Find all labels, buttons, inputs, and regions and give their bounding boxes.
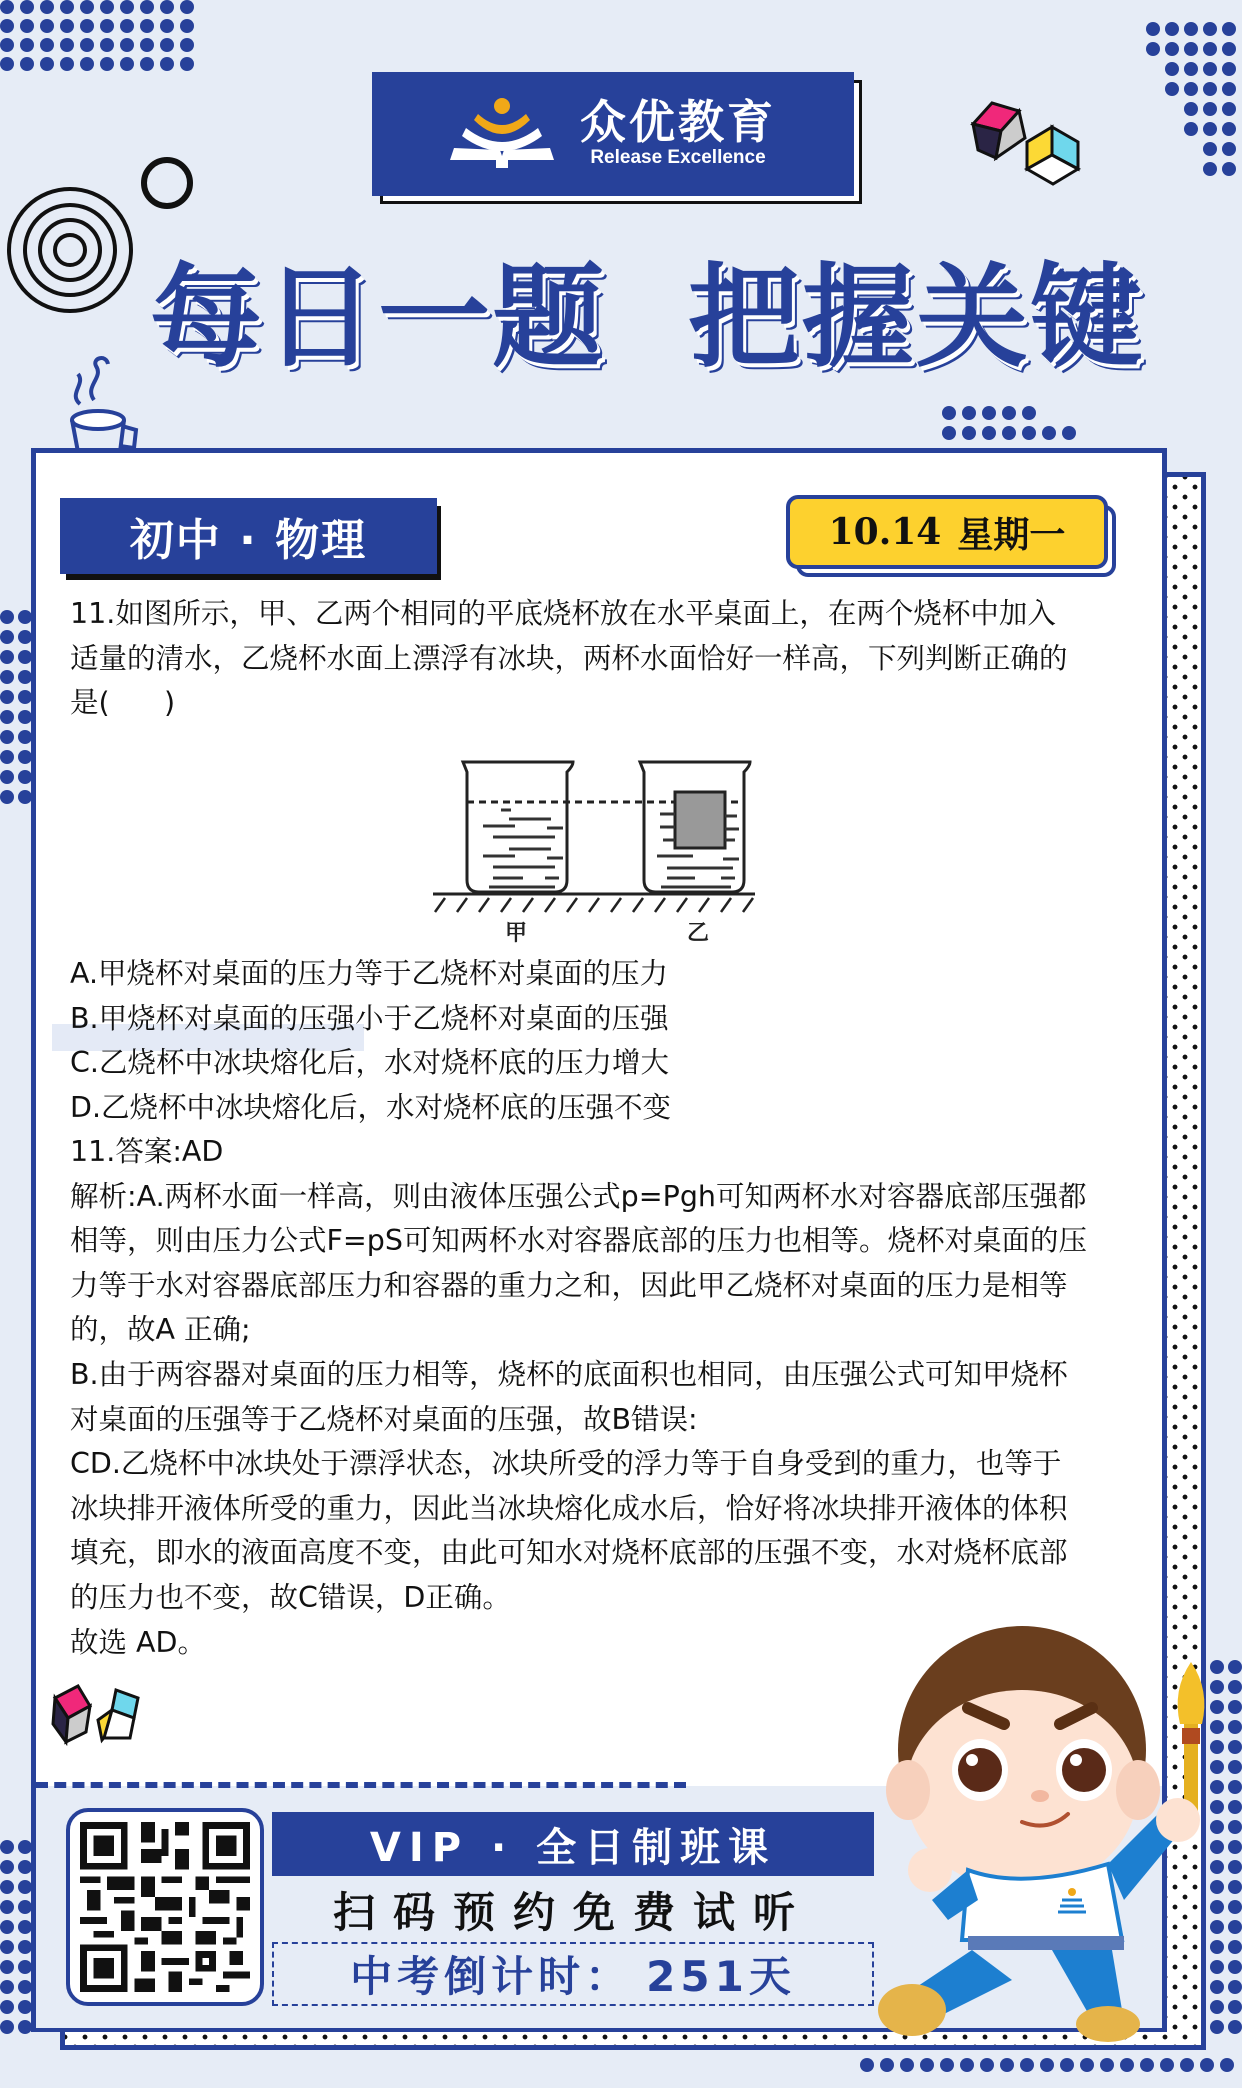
answer-analysis bbox=[70, 1130, 1087, 1665]
final-answer: 故选 AD。 bbox=[70, 1625, 207, 1659]
analysis-line: 对桌面的压强等于乙烧杯对桌面的压强，故B错误: bbox=[70, 1402, 698, 1436]
coffee-cup-icon bbox=[58, 352, 148, 452]
beaker-label-right: 乙 bbox=[687, 921, 710, 944]
brand-logo-icon bbox=[450, 94, 554, 174]
analysis-line: B.由于两容器对桌面的压力相等，烧杯的底面积也相同，由压强公式可知甲烧杯 bbox=[70, 1357, 1068, 1391]
option-d: D.乙烧杯中冰块熔化后，水对烧杯底的压强不变 bbox=[70, 1090, 672, 1124]
date-value: 10.14 bbox=[828, 511, 942, 553]
question-stem bbox=[70, 592, 1130, 726]
cube-icon bbox=[50, 1680, 180, 1760]
beaker-label-left: 甲 bbox=[505, 921, 528, 944]
option-a: A.甲烧杯对桌面的压力等于乙烧杯对桌面的压力 bbox=[70, 957, 669, 990]
analysis-line: 填充，即水的液面高度不变，由此可知水对烧杯底部的压强不变，水对烧杯底部 bbox=[70, 1536, 1068, 1570]
analysis-line: 力等于水对容器底部压力和容器的重力之和，因此甲乙烧杯对桌面的压力是相等 bbox=[70, 1268, 1068, 1302]
analysis-line: CD.乙烧杯中冰块处于漂浮状态，冰块所受的浮力等于自身受到的重力，也等于 bbox=[70, 1447, 1062, 1481]
stem-line: 是( ) bbox=[70, 686, 176, 720]
date-badge bbox=[786, 495, 1108, 569]
mascot-boy-icon bbox=[872, 1600, 1212, 2050]
analysis-line: 的压力也不变，故C错误，D正确。 bbox=[70, 1580, 511, 1614]
subject-label: 初中 · 物理 bbox=[60, 498, 437, 574]
analysis-line: 相等，则由压力公式F=pS可知两杯水对容器底部的压力也相等。烧杯对桌面的压 bbox=[70, 1224, 1087, 1258]
brand-name-en: Release Excellence bbox=[590, 146, 766, 168]
exam-countdown bbox=[272, 1942, 874, 2006]
countdown-label: 中考倒计时： bbox=[350, 1952, 633, 2001]
vip-banner: VIP · 全日制班课 bbox=[272, 1812, 874, 1876]
countdown-value: 251天 bbox=[646, 1952, 796, 2001]
cube-icon bbox=[970, 100, 1090, 190]
option-c: C.乙烧杯中冰块熔化后，水对烧杯底的压力增大 bbox=[70, 1046, 669, 1080]
analysis-line: 解析:A.两杯水面一样高，则由液体压强公式p=Pgh可知两杯水对容器底部压强都 bbox=[70, 1179, 1087, 1213]
analysis-line: 的，故A 正确; bbox=[70, 1313, 251, 1347]
answer-options bbox=[70, 952, 671, 1130]
qr-code-icon bbox=[80, 1822, 250, 1992]
dot-pattern-bottom bbox=[860, 2058, 1240, 2078]
qr-code[interactable] bbox=[66, 1808, 264, 2006]
dot-pattern-top-left bbox=[0, 0, 200, 76]
weekday-value: 星期一 bbox=[957, 513, 1066, 556]
dot-pattern-top-right bbox=[1146, 22, 1241, 182]
beaker-diagram bbox=[405, 732, 755, 944]
stem-line: 适量的清水，乙烧杯水面上漂浮有冰块，两杯水面恰好一样高，下列判断正确的 bbox=[70, 641, 1068, 675]
cta-text: 扫码预约免费试听 bbox=[332, 1888, 813, 1937]
answer-line: 11.答案:AD bbox=[70, 1135, 224, 1168]
analysis-line: 冰块排开液体所受的重力，因此当冰块熔化成水后，恰好将冰块排开液体的体积 bbox=[70, 1491, 1068, 1525]
brand-name-cn: 众优教育 bbox=[580, 95, 776, 150]
dot-pattern-mid-right bbox=[942, 406, 1082, 446]
brand-logo bbox=[372, 72, 854, 196]
option-b: B.甲烧杯对桌面的压强小于乙烧杯对桌面的压强 bbox=[70, 1001, 669, 1035]
headline: 每日一题 把握关键 bbox=[150, 253, 1144, 383]
stem-line: 11.如图所示，甲、乙两个相同的平底烧杯放在水平桌面上，在两个烧杯中加入 bbox=[70, 597, 1056, 630]
dashed-divider bbox=[36, 1782, 686, 1788]
dot-pattern-right-bottom bbox=[1210, 1660, 1242, 2040]
